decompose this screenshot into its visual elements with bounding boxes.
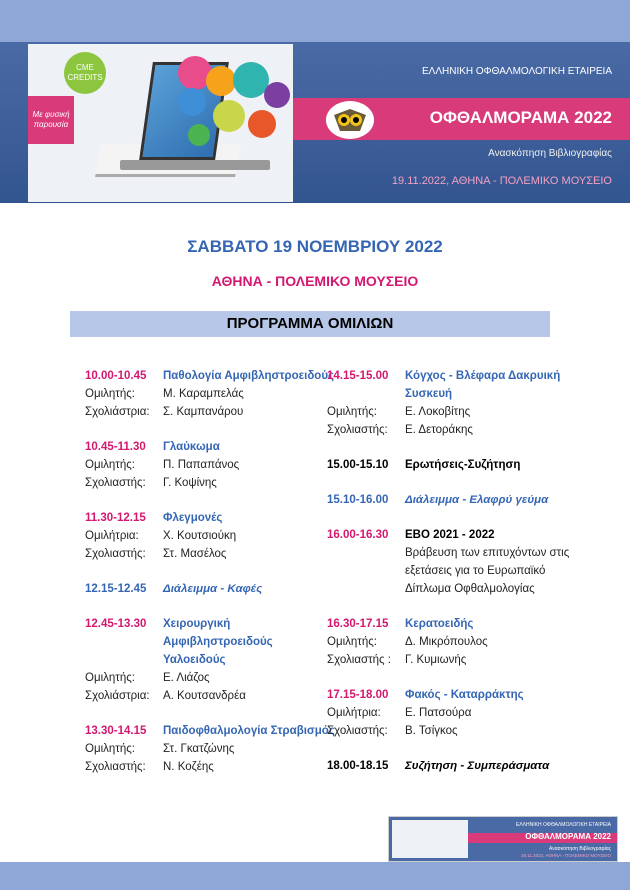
role-label: Σχολιαστής: <box>327 725 388 737</box>
schedule-column-left <box>85 367 335 793</box>
mini-society: ΕΛΛΗΝΙΚΗ ΟΦΘΑΛΜΟΛΟΓΙΚΗ ΕΤΑΙΡΕΙΑ <box>515 822 611 828</box>
discussion-item <box>327 456 577 474</box>
person-name: Ε. Δετοράκης <box>405 424 473 436</box>
role-label: Ομιλητής: <box>85 743 135 755</box>
session-time: 17.15-18.00 <box>327 689 389 701</box>
role-label: Ομιλητής: <box>85 672 135 684</box>
role-label: Ομιλητής: <box>85 459 135 471</box>
page-place-heading: ΑΘΗΝΑ - ΠΟΛΕΜΙΚΟ ΜΟΥΣΕΙΟ <box>211 273 419 289</box>
event-name: ΟΦΘΑΛΜΟΡΑΜΑ 2022 <box>429 108 612 127</box>
discussion-item <box>327 757 577 775</box>
society-name: ΕΛΛΗΝΙΚΗ ΟΦΘΑΛΜΟΛΟΓΙΚΗ ΕΤΑΙΡΕΙΑ <box>421 66 612 77</box>
owl-logo-icon <box>326 101 374 139</box>
laptop-base <box>120 160 270 170</box>
event-subtitle: Ανασκόπηση Βιβλιογραφίας <box>488 148 612 159</box>
break-item <box>85 580 335 598</box>
mini-illustration <box>392 820 468 858</box>
session-time: 12.45-13.30 <box>85 618 147 630</box>
role-label: Σχολιαστής: <box>85 477 146 489</box>
person-name: Γ. Κυμιωνής <box>405 654 467 666</box>
session <box>327 526 577 598</box>
person-name: Ε. Λιάζος <box>163 672 210 684</box>
session-time: 10.00-10.45 <box>85 370 147 382</box>
session-title: Φλεγμονές <box>163 512 223 524</box>
program-heading: ΠΡΟΓΡΑΜΜΑ ΟΜΙΛΙΩΝ <box>70 311 550 337</box>
person-name: Ν. Κοζέης <box>163 761 214 773</box>
role-label: Σχολιάστρια: <box>85 406 150 418</box>
person-name: Γ. Κοψίνης <box>163 477 217 489</box>
session <box>327 686 577 740</box>
mini-date-place: 19.11.2022, ΑΘΗΝΑ - ΠΟΛΕΜΙΚΟ ΜΟΥΣΕΙΟ <box>520 853 611 858</box>
mini-subtitle: Ανασκόπηση Βιβλιογραφίας <box>549 846 611 852</box>
person-name: Π. Παπαπάνος <box>163 459 240 471</box>
session-time: 16.00-16.30 <box>327 529 389 541</box>
event-date-place: 19.11.2022, ΑΘΗΝΑ - ΠΟΛΕΜΙΚΟ ΜΟΥΣΕΙΟ <box>391 175 612 187</box>
session-time: 11.30-12.15 <box>85 512 146 524</box>
session <box>85 615 335 705</box>
session-title: Φακός - Καταρράκτης <box>405 689 524 701</box>
session <box>85 438 335 492</box>
session-title: Ερωτήσεις-Συζήτηση <box>405 459 521 471</box>
schedule-column-right <box>327 367 577 792</box>
topic-bubble <box>213 100 245 132</box>
session-title: Κόγχος - Βλέφαρα Δακρυική Συσκευή <box>405 370 561 400</box>
topic-bubble <box>178 88 206 116</box>
session-description: Βράβευση των επιτυχόντων στις εξετάσεις για το Ευρωπαϊκό Δίπλωμα Οφθαλμολογίας <box>405 547 570 595</box>
person-name: Χ. Κουτσιούκη <box>163 530 237 542</box>
session-title: Κερατοειδής <box>405 618 474 630</box>
in-person-badge: Με φυσική παρουσία <box>28 96 74 144</box>
session-title: Συζήτηση - Συμπεράσματα <box>405 760 550 772</box>
session <box>85 722 335 776</box>
session-title: Γλαύκωμα <box>163 441 220 453</box>
role-label: Ομιλήτρια: <box>85 530 139 542</box>
page-date-heading: ΣΑΒΒΑΤΟ 19 ΝΟΕΜΒΡΙΟΥ 2022 <box>187 237 443 256</box>
session <box>327 367 577 439</box>
session <box>85 509 335 563</box>
mini-banner-thumbnail <box>388 816 618 862</box>
session-time: 18.00-18.15 <box>327 760 389 772</box>
topic-bubble <box>264 82 290 108</box>
session-time: 16.30-17.15 <box>327 618 389 630</box>
person-name: Ε. Πατσούρα <box>405 707 472 719</box>
session-time: 14.15-15.00 <box>327 370 389 382</box>
person-name: Α. Κουτσανδρέα <box>163 690 246 702</box>
person-name: Β. Τσίγκος <box>405 725 458 737</box>
mini-event: ΟΦΘΑΛΜΟΡΑΜΑ 2022 <box>525 832 611 841</box>
session <box>85 367 335 421</box>
topic-bubble <box>206 66 236 96</box>
banner-illustration <box>28 44 293 202</box>
bottom-color-bar <box>0 862 630 890</box>
topic-bubble <box>188 124 210 146</box>
session-time: 15.10-16.00 <box>327 494 389 506</box>
session-title: EBO 2021 - 2022 <box>405 529 495 541</box>
session-title: Χειρουργική Αμφιβληστροειδούς Υαλοειδούς <box>163 618 273 666</box>
session-title: Παθολογία Αμφιβληστροειδούς <box>163 370 334 382</box>
person-name: Μ. Καραμπελάς <box>163 388 244 400</box>
role-label: Ομιλητής: <box>85 388 135 400</box>
role-label: Σχολιάστρια: <box>85 690 150 702</box>
top-color-bar <box>0 0 630 44</box>
role-label: Ομιλητής: <box>327 406 377 418</box>
role-label: Σχολιαστής: <box>85 761 146 773</box>
session-time: 15.00-15.10 <box>327 459 389 471</box>
session-time: 10.45-11.30 <box>85 441 146 453</box>
session <box>327 615 577 669</box>
person-name: Στ. Μασέλος <box>163 548 227 560</box>
person-name: Στ. Γκατζώνης <box>163 743 235 755</box>
role-label: Ομιλητής: <box>327 636 377 648</box>
session-time: 12.15-12.45 <box>85 583 147 595</box>
session-title: Παιδοφθαλμολογία Στραβισμός <box>163 725 335 737</box>
role-label: Ομιλήτρια: <box>327 707 381 719</box>
person-name: Ε. Λοκοβίτης <box>405 406 471 418</box>
role-label: Σχολιαστής: <box>327 424 388 436</box>
cme-badge: CME CREDITS <box>64 52 106 94</box>
topic-bubble <box>248 110 276 138</box>
person-name: Δ. Μικρόπουλος <box>405 636 488 648</box>
session-title: Διάλειμμα - Ελαφρύ γεύμα <box>405 494 549 506</box>
role-label: Σχολιαστής : <box>327 654 391 666</box>
role-label: Σχολιαστής: <box>85 548 146 560</box>
session-time: 13.30-14.15 <box>85 725 147 737</box>
break-item <box>327 491 577 509</box>
session-title: Διάλειμμα - Καφές <box>163 583 263 595</box>
person-name: Σ. Καμπανάρου <box>163 406 244 418</box>
